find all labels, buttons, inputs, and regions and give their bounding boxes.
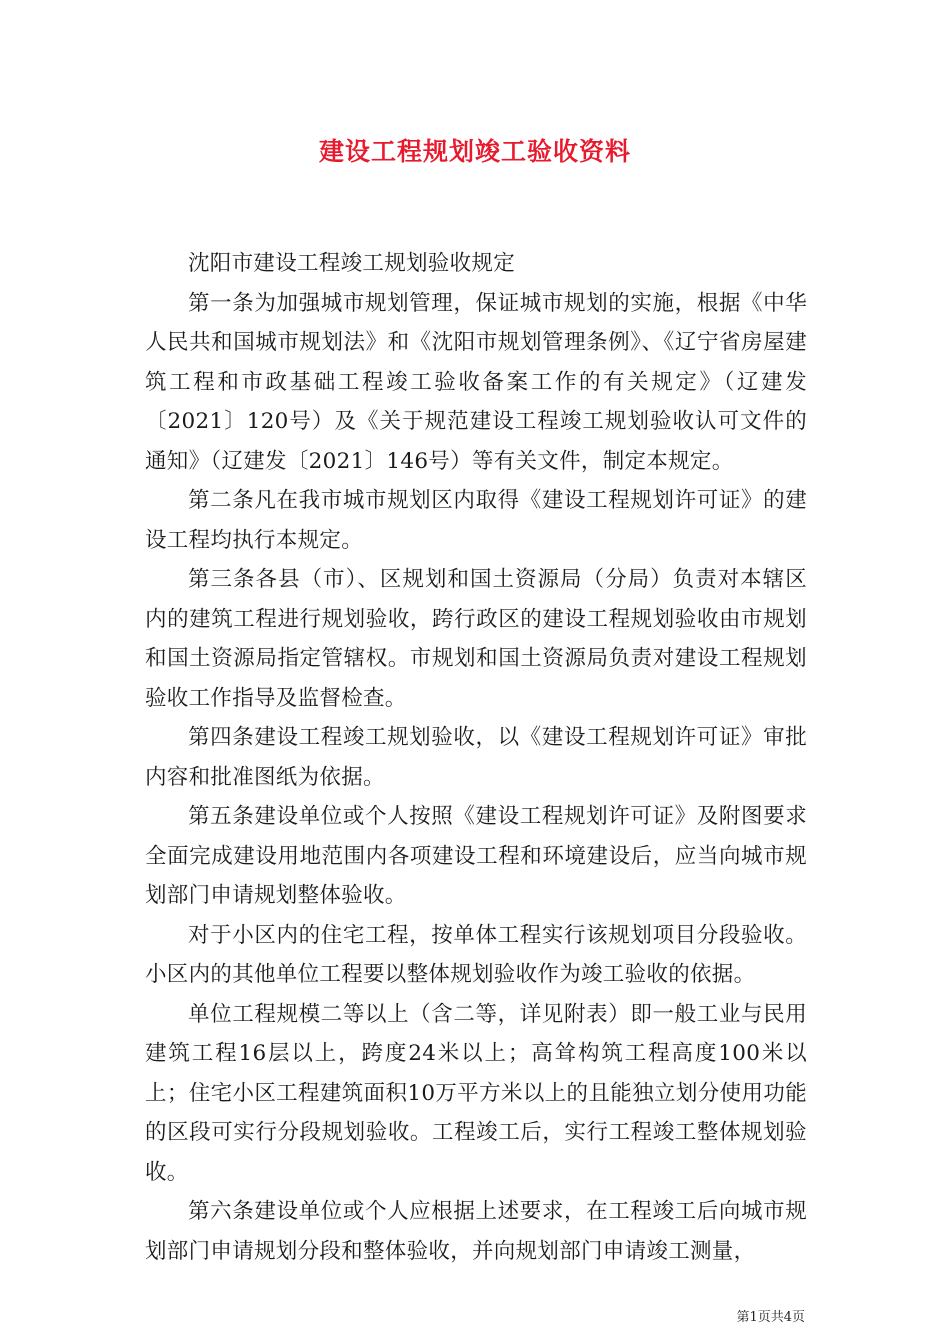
document-body xyxy=(145,244,807,1271)
page-number: 第1页共4页 xyxy=(736,1310,805,1325)
paragraph-article-6: 第六条建设单位或个人应根据上述要求，在工程竣工后向城市规划部门申请规划分段和整体验收，并向规划部门申请竣工测量， xyxy=(145,1199,807,1264)
paragraph-heading: 沈阳市建设工程竣工规划验收规定 xyxy=(188,251,516,276)
paragraph-article-1: 第一条为加强城市规划管理，保证城市规划的实施，根据《中华人民共和国城市规划法》和《沈阳市规划管理条例》、《辽宁省房屋建筑工程和市政基础工程竣工验收备案工作的有关规定》（辽建发〔2021〕120号）及《关于规范建设工程竣工规划验收认可文件的通知》（辽建发〔2021〕146号）等有关文件，制定本规定。 xyxy=(145,290,807,474)
paragraph-article-4: 第四条建设工程竣工规划验收，以《建设工程规划许可证》审批内容和批准图纸为依据。 xyxy=(145,725,807,790)
paragraph-residential: 对于小区内的住宅工程，按单体工程实行该规划项目分段验收。小区内的其他单位工程要以整体规划验收作为竣工验收的依据。 xyxy=(145,922,807,987)
paragraph-article-3: 第三条各县（市）、区规划和国土资源局（分局）负责对本辖区内的建筑工程进行规划验收，跨行政区的建设工程规划验收由市规划和国土资源局指定管辖权。市规划和国土资源局负责对建设工程规划验收工作指导及监督检查。 xyxy=(145,567,807,711)
paragraph-unit-scale: 单位工程规模二等以上（含二等，详见附表）即一般工业与民用建筑工程16层以上，跨度24米以上；高耸构筑工程高度100米以上；住宅小区工程建筑面积10万平方米以上的且能独立划分使用功能的区段可实行分段规划验收。工程竣工后，实行工程竣工整体规划验收。 xyxy=(145,1001,807,1185)
document-title: 建设工程规划竣工验收资料 xyxy=(318,137,631,166)
paragraph-article-5: 第五条建设单位或个人按照《建设工程规划许可证》及附图要求全面完成建设用地范围内各项建设工程和环境建设后，应当向城市规划部门申请规划整体验收。 xyxy=(145,804,807,908)
paragraph-article-2: 第二条凡在我市城市规划区内取得《建设工程规划许可证》的建设工程均执行本规定。 xyxy=(145,488,807,553)
